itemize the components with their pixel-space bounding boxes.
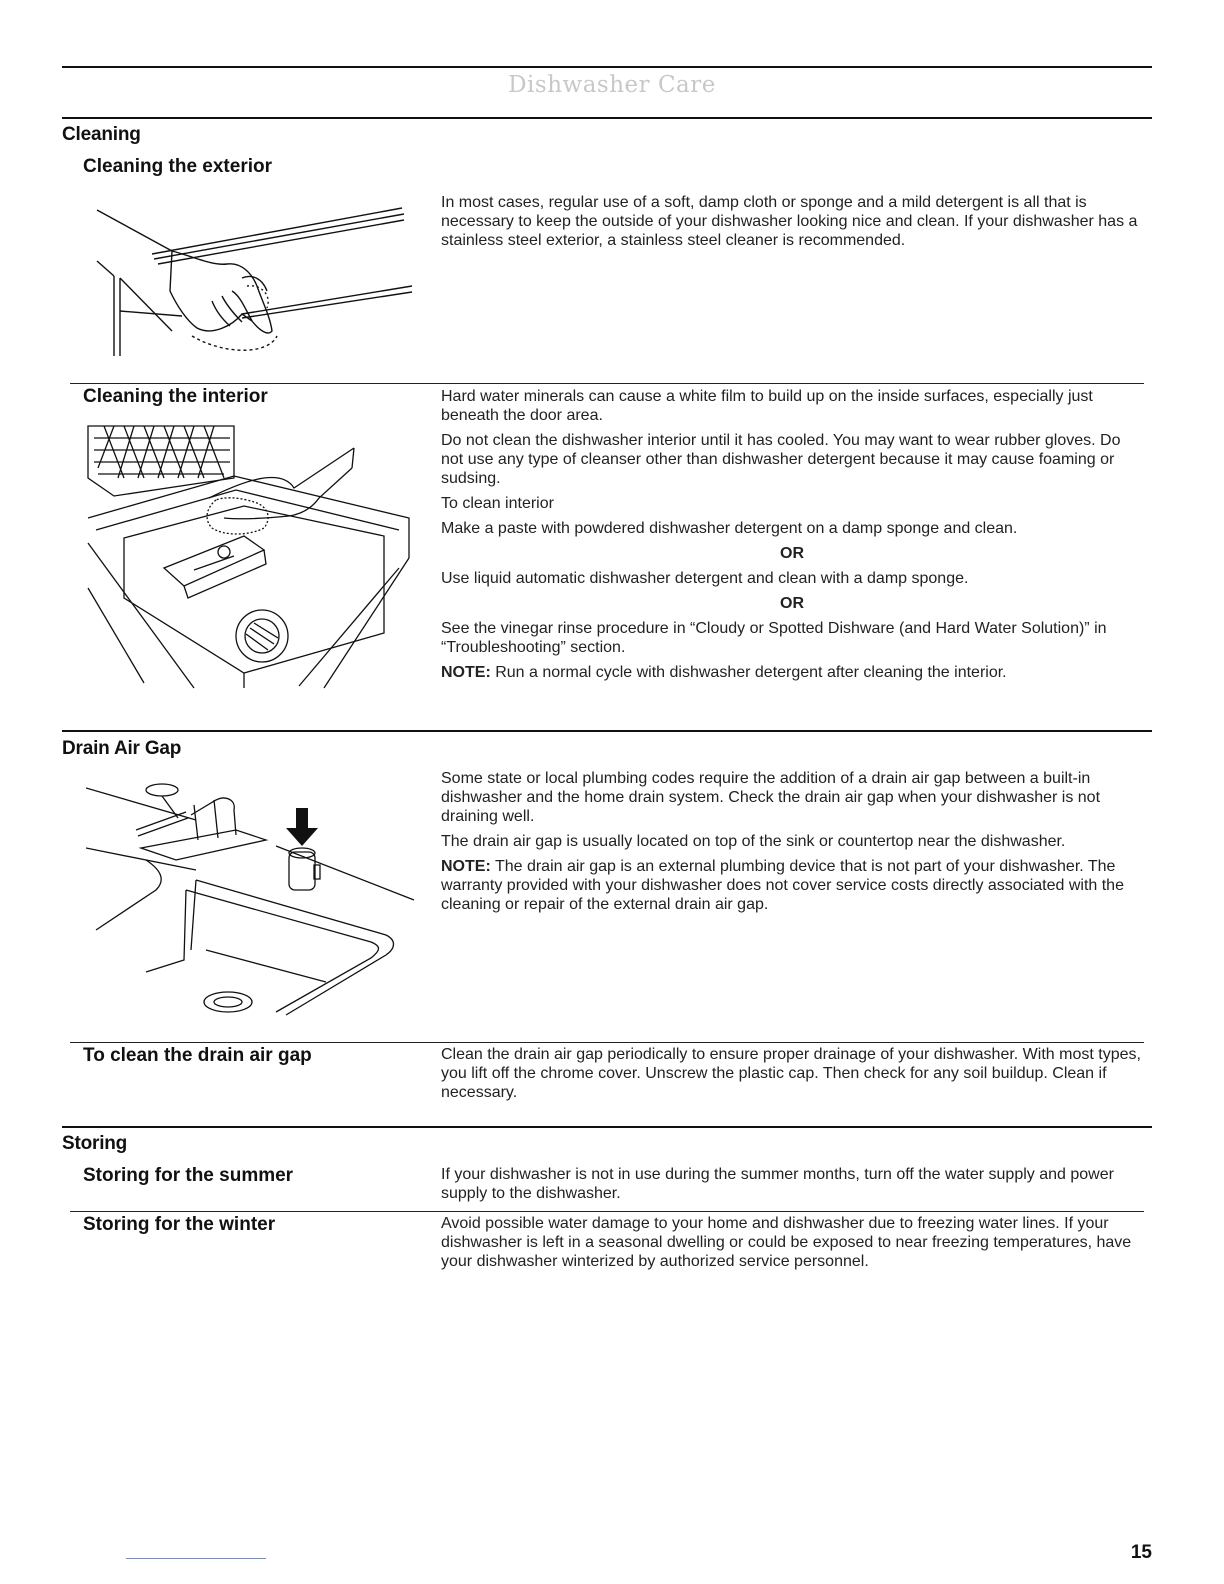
storing-winter-text: Avoid possible water damage to your home and dishwasher due to freezing water lines. If your dishwasher is left in a seasonal dwelling or could be exposed to near freezing temperatures, have your dishwasher winterized by authorized service personnel.: [441, 1215, 1132, 1270]
cleaning-heading: Cleaning: [62, 124, 141, 145]
title-bottom-rule: [62, 117, 1152, 119]
drain-paragraph-2: The drain air gap is usually located on top of the sink or countertop near the dishwasher.: [441, 833, 1066, 850]
note-label: NOTE:: [441, 664, 491, 681]
interior-paragraph-1: Hard water minerals can cause a white film to build up on the inside surfaces, especially just beneath the door area.: [441, 388, 1093, 424]
drain-section-rule: [62, 730, 1152, 732]
storing-summer-text: If your dishwasher is not in use during the summer months, turn off the water supply and power supply to the dishwasher.: [441, 1166, 1114, 1202]
cleaning-interior-heading: Cleaning the interior: [83, 386, 268, 407]
interior-paragraph-3: To clean interior: [441, 495, 554, 512]
note-label: NOTE:: [441, 858, 491, 875]
clean-drain-air-gap-text: Clean the drain air gap periodically to ensure proper drainage of your dishwasher. With most types, you lift off the chrome cover. Unscrew the plastic cap. Then check for any soil buildup. Clean if necessary.: [441, 1046, 1141, 1101]
drain-clean-divider: [70, 1042, 1144, 1043]
storing-divider: [70, 1211, 1144, 1212]
storing-heading: Storing: [62, 1133, 128, 1154]
drain-air-gap-text: [441, 769, 1143, 920]
clean-drain-air-gap-heading: To clean the drain air gap: [83, 1045, 312, 1066]
interior-paragraph-2: Do not clean the dishwasher interior until it has cooled. You may want to wear rubber gloves. Do not use any type of cleanser other than dishwasher detergent because it may cause foaming or sudsing.: [441, 432, 1121, 487]
interior-paragraph-4: Make a paste with powdered dishwasher detergent on a damp sponge and clean.: [441, 520, 1018, 537]
drain-air-gap-heading: Drain Air Gap: [62, 738, 182, 759]
page-number: 15: [1130, 1542, 1152, 1563]
down-arrow-icon: [286, 808, 318, 846]
or-separator-2: OR: [780, 595, 804, 612]
interior-note: [441, 663, 1143, 682]
drain-air-gap-illustration: [86, 760, 416, 1018]
title-top-rule: [62, 66, 1152, 68]
storing-summer-heading: Storing for the summer: [83, 1165, 294, 1186]
footer-line: [126, 1558, 266, 1559]
page-title: Dishwasher Care: [508, 72, 716, 98]
interior-paragraph-5: Use liquid automatic dishwasher detergent and clean with a damp sponge.: [441, 570, 969, 587]
drain-note: [441, 857, 1143, 914]
note-text: The drain air gap is an external plumbing device that is not part of your dishwasher. The warranty provided with your dishwasher does not cover service costs directly associated with the cleaning or repair of the external drain air gap.: [441, 858, 1124, 913]
drain-paragraph-1: Some state or local plumbing codes require the addition of a drain air gap between a built-in dishwasher and the home drain system. Check the drain air gap when your dishwasher is not draining well.: [441, 770, 1101, 825]
note-text: Run a normal cycle with dishwasher detergent after cleaning the interior.: [490, 664, 1007, 681]
cleaning-exterior-heading: Cleaning the exterior: [83, 156, 272, 177]
exterior-cleaning-illustration: [92, 196, 422, 366]
interior-cleaning-illustration: [84, 418, 416, 694]
or-separator-1: OR: [780, 545, 804, 562]
interior-paragraph-6: See the vinegar rinse procedure in “Cloudy or Spotted Dishware (and Hard Water Solution)” in “Troubleshooting” section.: [441, 620, 1107, 656]
exterior-text: In most cases, regular use of a soft, damp cloth or sponge and a mild detergent is all that is necessary to keep the outside of your dishwasher looking nice and clean. If your dishwasher has a stainless steel exterior, a stainless steel cleaner is recommended.: [441, 194, 1138, 249]
interior-divider: [70, 383, 1144, 384]
storing-winter-heading: Storing for the winter: [83, 1214, 276, 1235]
interior-text: [441, 387, 1143, 688]
storing-section-rule: [62, 1126, 1152, 1128]
